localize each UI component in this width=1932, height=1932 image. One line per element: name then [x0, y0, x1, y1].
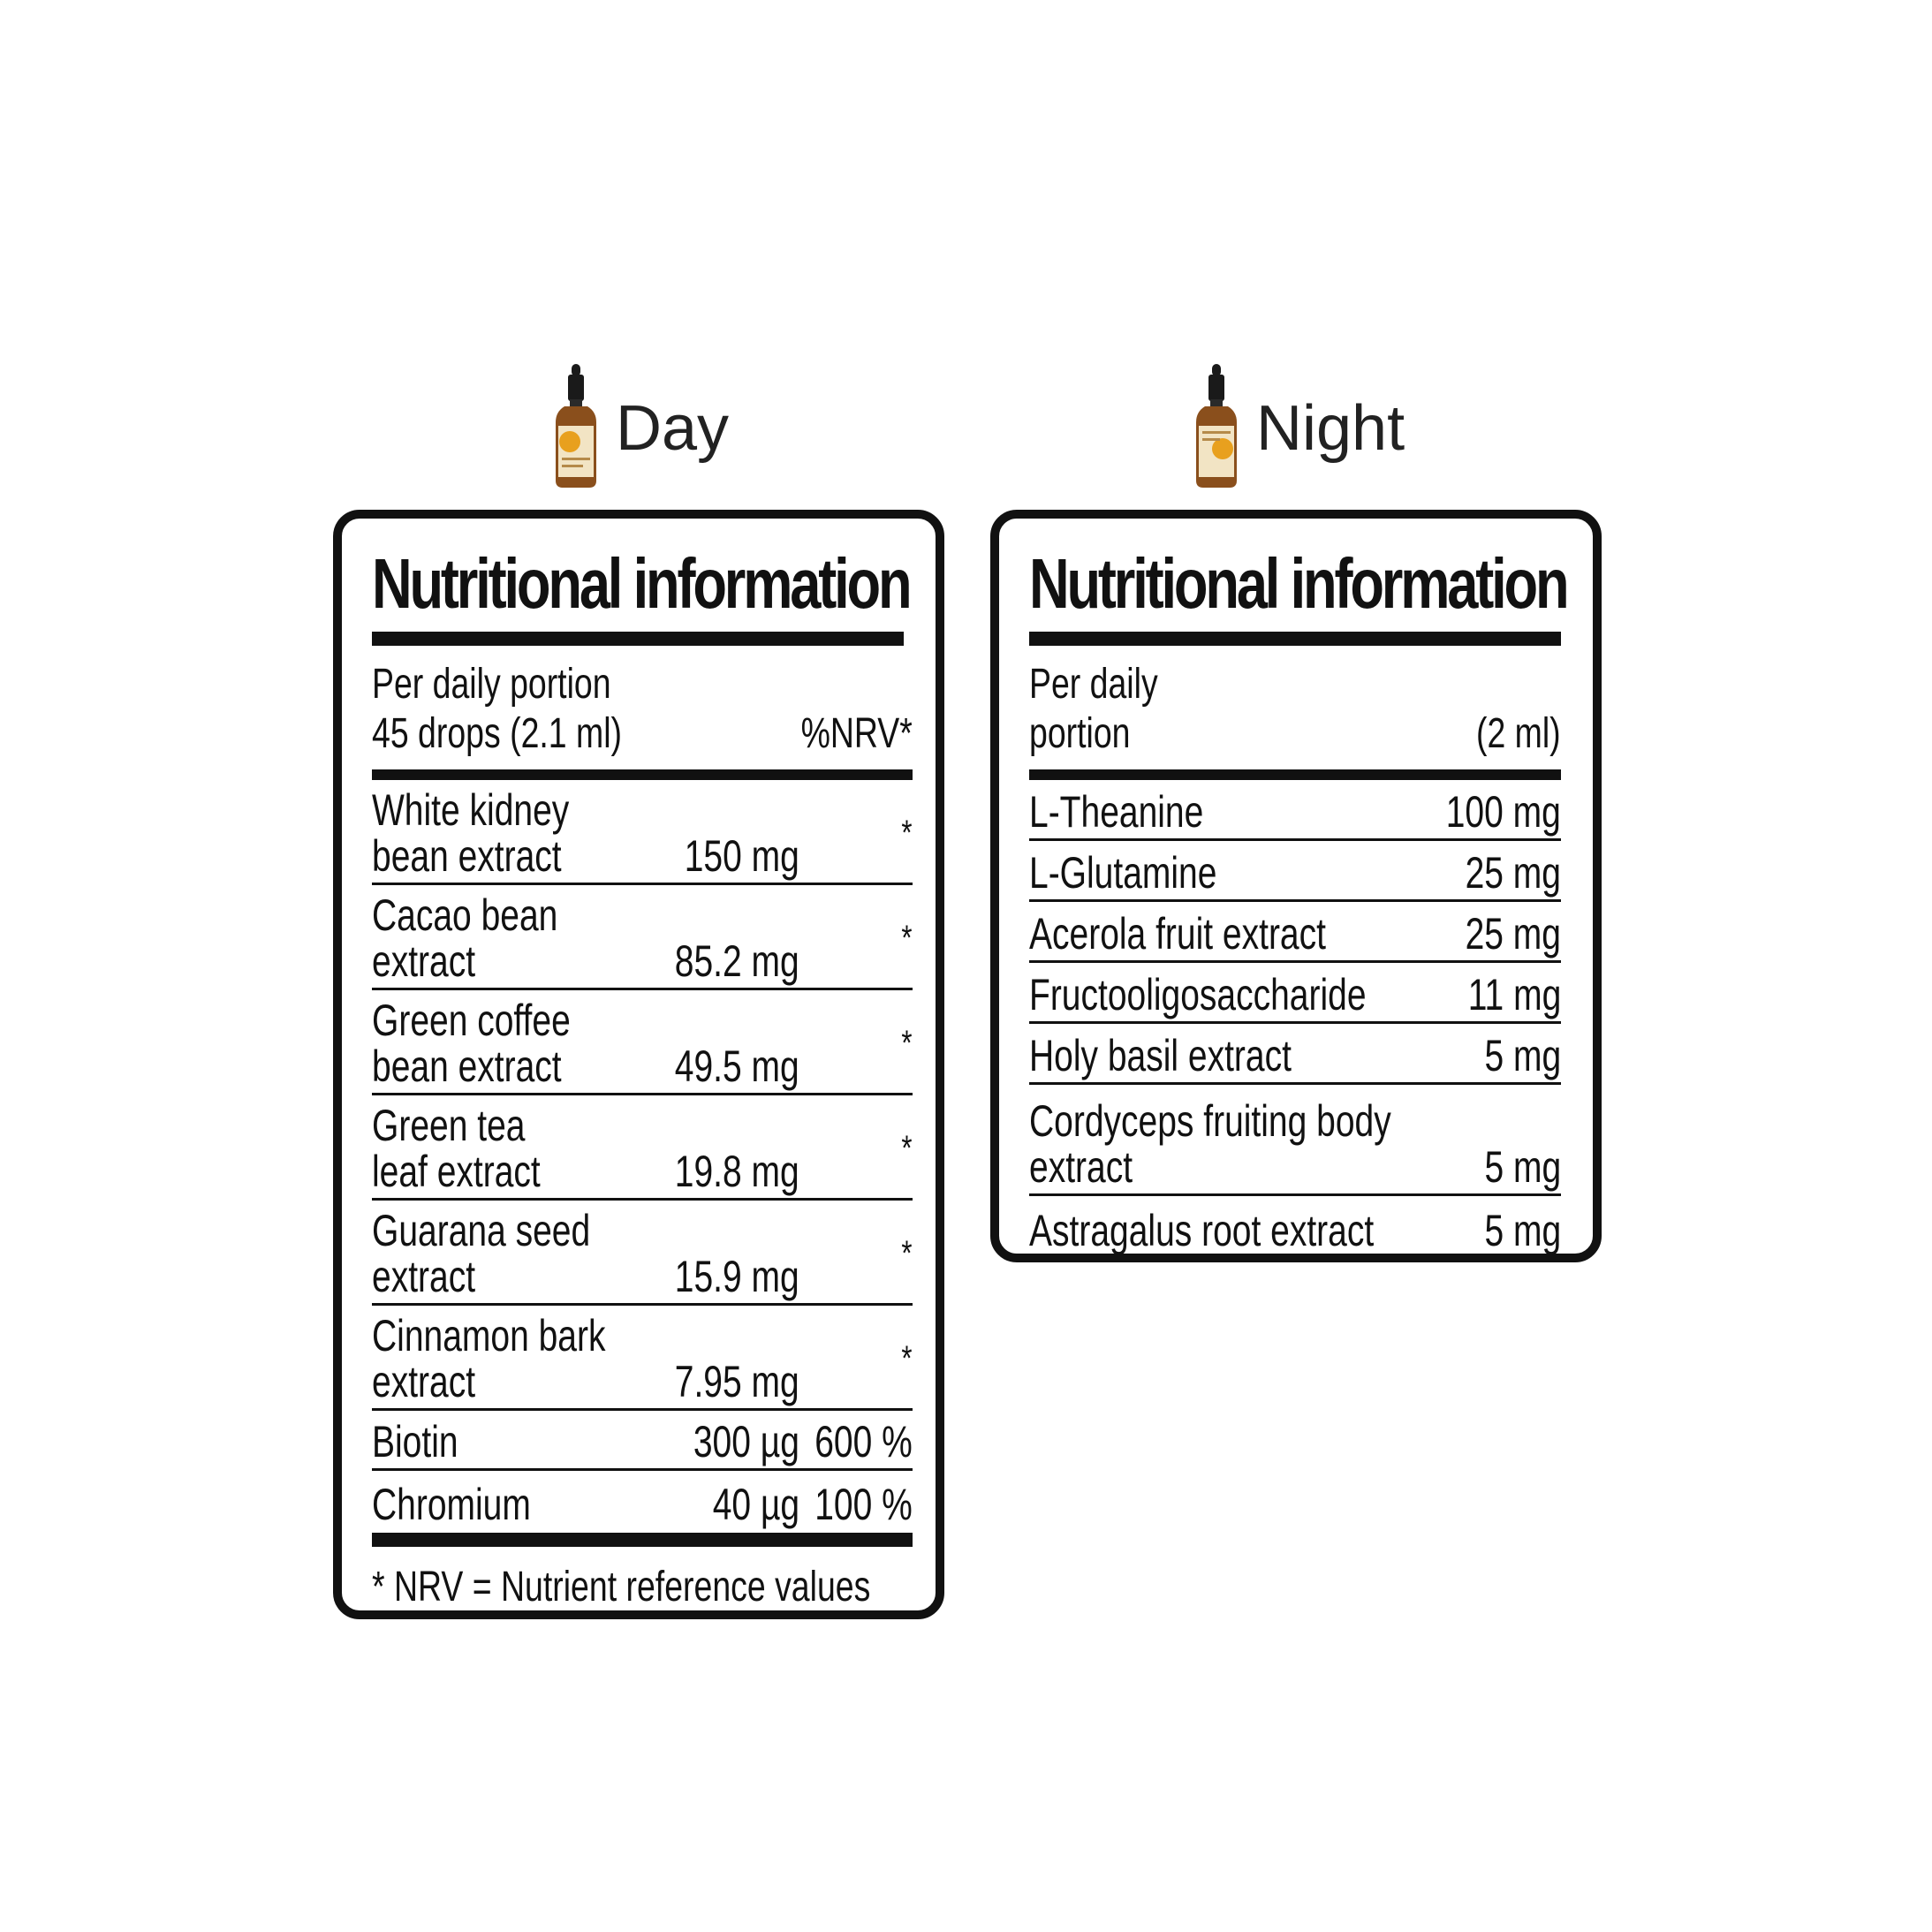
day-nutrition-label: [333, 510, 944, 1619]
day-serving-line1: Per daily portion: [372, 661, 611, 708]
night-serving-line1: Per daily: [1029, 661, 1158, 708]
ingredient-amount: 25 mg: [1465, 909, 1561, 958]
ingredient-name: Fructooligosaccharide: [1029, 970, 1367, 1019]
ingredient-amount: 5 mg: [1484, 1142, 1561, 1192]
ingredient-nrv: *: [901, 814, 913, 852]
day-label-title: Nutritional information: [372, 544, 910, 623]
ingredient-name: Holy basil extract: [1029, 1031, 1292, 1080]
ingredient-amount: 5 mg: [1484, 1031, 1561, 1080]
table-row: [372, 885, 913, 990]
day-bottom-rule: [372, 1533, 913, 1547]
ingredient-nrv: *: [901, 1339, 913, 1378]
table-row: [372, 1471, 913, 1531]
night-header-rule: [1029, 769, 1561, 780]
ingredient-nrv: *: [901, 1024, 913, 1063]
ingredient-nrv: *: [901, 919, 913, 958]
ingredient-nrv: *: [901, 1129, 913, 1168]
ingredient-amount: 11 mg: [1467, 970, 1561, 1019]
night-nutrition-label: [990, 510, 1602, 1262]
ingredient-name: Guarana seed extract: [372, 1206, 591, 1301]
table-row: [1029, 902, 1561, 963]
ingredient-name: Cacao bean extract: [372, 890, 558, 986]
ingredient-name: Acerola fruit extract: [1029, 909, 1326, 958]
ingredient-amount: 150 mg: [684, 831, 799, 881]
night-serving-info: [1029, 660, 1561, 759]
table-row: [372, 1306, 913, 1411]
ingredient-amount: 5 mg: [1484, 1206, 1561, 1255]
day-heading-label: Day: [616, 393, 730, 464]
day-header-rule: [372, 769, 913, 780]
ingredient-nrv: *: [901, 1234, 913, 1273]
ingredient-amount: 15.9 mg: [675, 1252, 799, 1301]
ingredient-name: Cordyceps fruiting body extract: [1029, 1096, 1391, 1192]
ingredient-name: Biotin: [372, 1417, 458, 1466]
ingredient-name: Chromium: [372, 1480, 531, 1529]
table-row: [372, 1095, 913, 1201]
ingredient-amount: 85.2 mg: [675, 936, 799, 986]
dropper-bottle-icon: [1193, 364, 1240, 488]
day-ingredient-list: [372, 780, 913, 1531]
ingredient-name: Cinnamon bark extract: [372, 1311, 606, 1406]
ingredient-name: White kidney bean extract: [372, 785, 570, 881]
ingredient-nrv: 600 %: [814, 1417, 913, 1466]
night-serving-line2: portion: [1029, 710, 1131, 757]
ingredient-name: L-Glutamine: [1029, 848, 1217, 898]
ingredient-amount: 300 µg: [693, 1417, 799, 1466]
ingredient-amount: 25 mg: [1465, 848, 1561, 898]
day-title-rule: [372, 632, 904, 646]
ingredient-name: L-Theanine: [1029, 787, 1204, 837]
ingredient-amount: 19.8 mg: [675, 1147, 799, 1196]
table-row: [372, 780, 913, 885]
table-row: [1029, 1085, 1561, 1196]
table-row: [372, 990, 913, 1095]
ingredient-nrv: 100 %: [814, 1480, 913, 1529]
night-heading-label: Night: [1256, 393, 1405, 464]
night-label-title: Nutritional information: [1029, 544, 1567, 623]
table-row: [1029, 1196, 1561, 1257]
ingredient-amount: 7.95 mg: [675, 1357, 799, 1406]
day-footnote: * NRV = Nutrient reference values: [372, 1564, 871, 1610]
night-ingredient-list: [1029, 780, 1561, 1257]
ingredient-amount: 49.5 mg: [675, 1042, 799, 1091]
table-row: [372, 1201, 913, 1306]
day-serving-info: [372, 660, 913, 759]
ingredient-amount: 100 mg: [1445, 787, 1561, 837]
ingredient-name: Green tea leaf extract: [372, 1101, 541, 1196]
night-title-rule: [1029, 632, 1561, 646]
dropper-bottle-icon: [552, 364, 600, 488]
table-row: [372, 1411, 913, 1471]
ingredient-name: Green coffee bean extract: [372, 996, 571, 1091]
ingredient-amount: 40 µg: [712, 1480, 799, 1529]
table-row: [1029, 841, 1561, 902]
day-heading: [552, 364, 729, 488]
day-nrv-header: %NRV*: [800, 710, 913, 757]
night-heading: [1193, 364, 1405, 488]
ingredient-name: Astragalus root extract: [1029, 1206, 1375, 1255]
table-row: [1029, 1024, 1561, 1085]
table-row: [1029, 780, 1561, 841]
table-row: [1029, 963, 1561, 1024]
night-serving-amount: (2 ml): [1476, 710, 1561, 757]
day-serving-line2: 45 drops (2.1 ml): [372, 710, 622, 757]
